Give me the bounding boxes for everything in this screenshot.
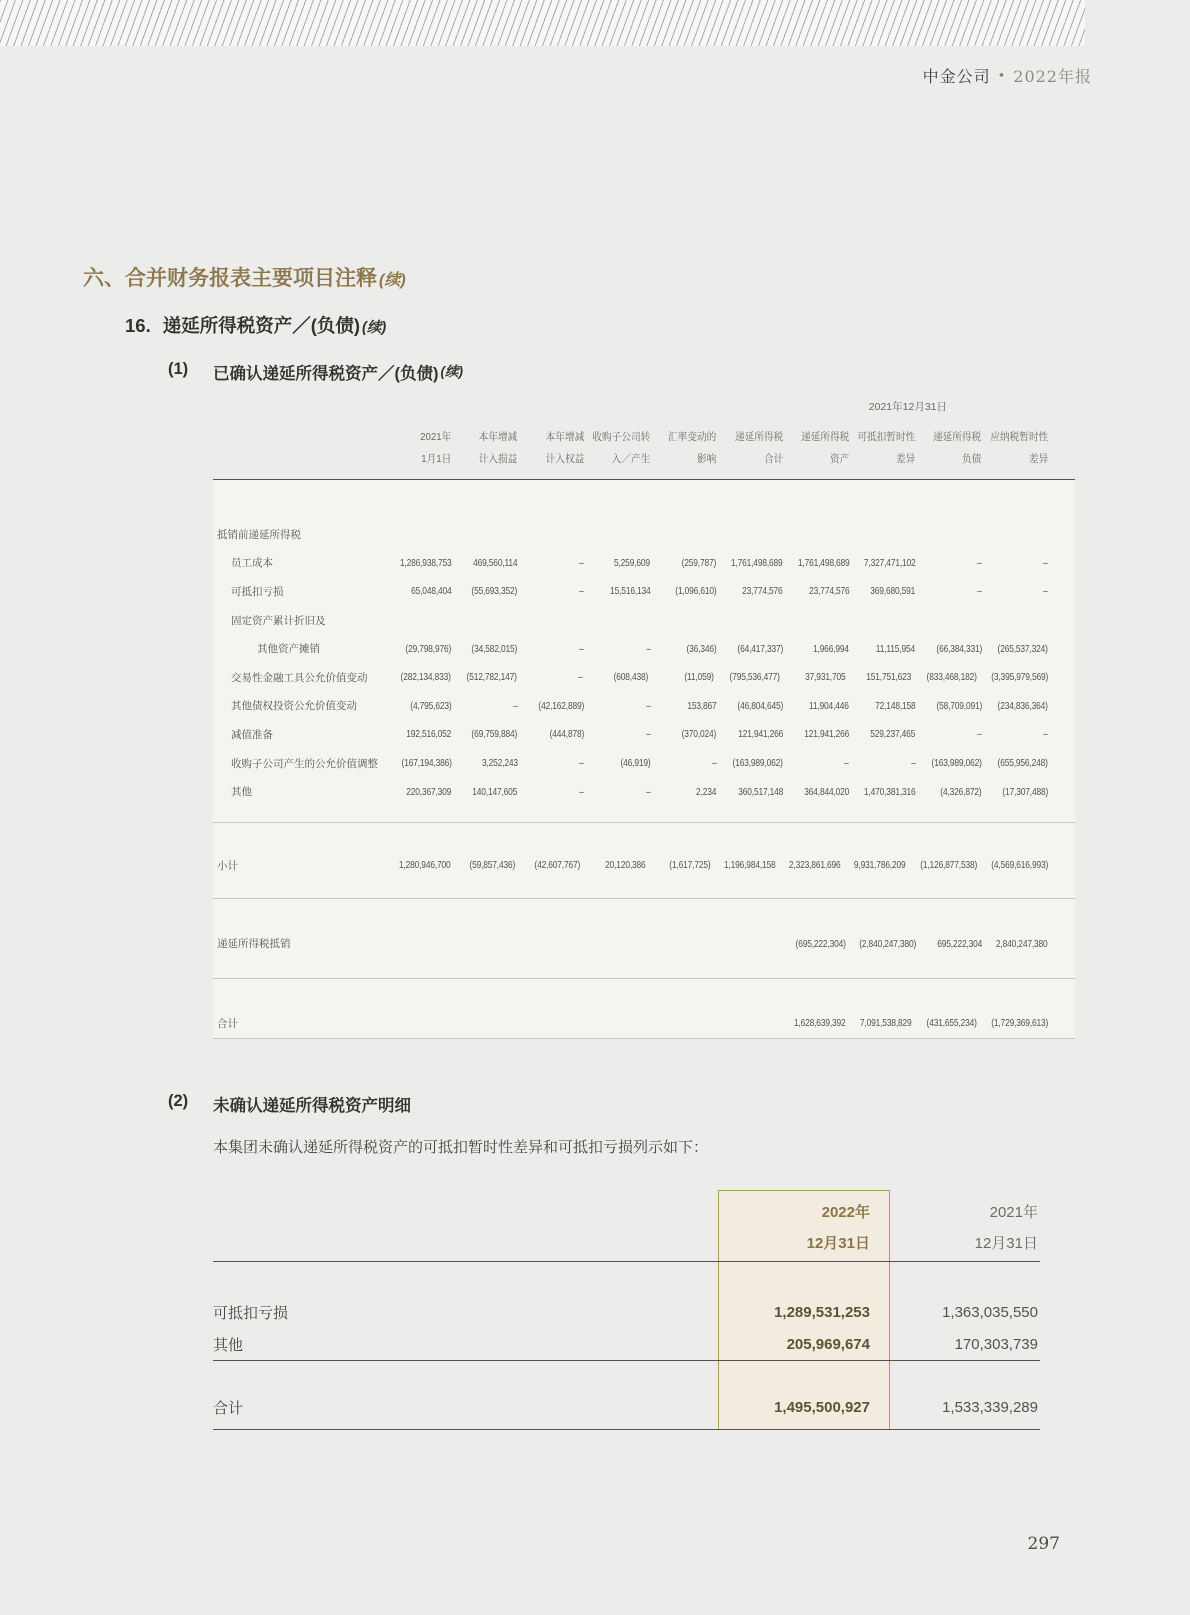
table1-cell-value: – — [577, 671, 583, 684]
table1-cell-value: (259,787) — [681, 556, 717, 569]
table1-label-column-spacer — [217, 426, 385, 470]
table1-cell-value: 1,196,984,158 — [723, 859, 776, 872]
table1-cell-value: 121,941,266 — [804, 728, 850, 741]
table1-cell-value: (59,857,436) — [469, 859, 516, 872]
table1-cell-value: – — [579, 585, 584, 598]
table1-cell-value: 1,966,994 — [813, 642, 850, 655]
item1-number: (1) — [168, 360, 189, 378]
table1-cell-value: (64,417,337) — [737, 642, 783, 655]
table1-row-label: 交易性金融工具公允价值变动 — [231, 671, 368, 684]
table1-cell-value: 192,516,052 — [406, 728, 452, 741]
table1-column-header: 应纳税暂时性 差异 — [990, 431, 1048, 465]
note16-title — [125, 312, 386, 338]
table1-cell-value: (46,919) — [620, 757, 651, 770]
table1-cell-value — [849, 614, 915, 626]
table1-body — [213, 480, 1075, 1039]
table1-cell-value: (11,059) — [684, 671, 714, 684]
table1-cell-value: 72,148,158 — [874, 699, 916, 712]
table1-cell-value: 369,680,591 — [870, 585, 916, 598]
table1-cell-value — [648, 1017, 714, 1029]
table2-header-spacer — [213, 1197, 718, 1261]
section-title-text: 六、合并财务报表主要项目注释 — [83, 267, 377, 290]
table1-detail-section — [213, 480, 1075, 822]
table1-cell-value: (431,655,234) — [926, 1017, 977, 1030]
table1-cell-value: 7,091,538,829 — [859, 1017, 912, 1030]
table1-cell-value: (608,438) — [613, 671, 649, 684]
table1-cell-value: (1,729,369,613) — [991, 1017, 1048, 1030]
table1-cell-value — [451, 938, 517, 950]
table1-cell-value: (55,693,352) — [471, 585, 518, 598]
item1-title-continued: (续) — [440, 364, 463, 379]
table1-cell-value — [517, 1017, 583, 1029]
table1-column-header: 递延所得税 合计 — [734, 431, 783, 465]
item2-number: (2) — [168, 1092, 189, 1110]
table1-cell-value: 220,367,309 — [406, 785, 452, 798]
table1-cell-value: – — [645, 728, 651, 741]
table1-row — [217, 520, 1048, 549]
table1-row-label: 可抵扣亏损 — [231, 585, 284, 598]
table1-cell-value: 364,844,020 — [804, 785, 850, 798]
table1-cell-value: – — [910, 757, 916, 770]
table1-cell-value: 1,470,381,316 — [863, 785, 916, 798]
table1-cell-value: – — [1043, 556, 1048, 569]
table1-cell-value: 2,234 — [696, 785, 717, 798]
table1-cell-value — [982, 614, 1048, 626]
table1-cell-value: 2,840,247,380 — [996, 937, 1048, 950]
table1-cell-value: (3,395,979,569) — [991, 671, 1048, 684]
table1-cell-value: 1,628,639,392 — [793, 1017, 846, 1030]
table1-row-label: 员工成本 — [231, 557, 273, 570]
table1-cell-value: (282,134,833) — [400, 671, 451, 684]
section-title — [83, 262, 406, 292]
table2-value-2022: 1,289,531,253 — [774, 1303, 870, 1321]
table1-cell-value: (163,989,062) — [931, 757, 982, 770]
table1-cell-value: – — [513, 699, 518, 712]
table1-row — [217, 777, 1048, 806]
table1-row — [217, 692, 1048, 721]
table1-column-header: 本年增减 计入损益 — [478, 431, 518, 465]
page-number: 297 — [1027, 1534, 1060, 1554]
table1-cell-value: (34,582,015) — [471, 642, 518, 655]
table2-row — [213, 1391, 1040, 1423]
table1-cell-value: (4,569,616,993) — [991, 859, 1048, 872]
table1-cell-value: 1,761,498,689 — [797, 556, 850, 569]
table1-cell-value: 11,115,954 — [876, 642, 916, 655]
table1-row-label: 其他 — [231, 786, 252, 799]
table1-cell-value: (655,956,248) — [997, 757, 1048, 770]
table1-column-header: 收购子公司转 入／产生 — [592, 431, 651, 465]
table1-cell-value: 3,252,243 — [481, 757, 518, 770]
table1-cell-value — [982, 528, 1048, 540]
table1-cell-value: 529,237,465 — [870, 728, 916, 741]
table2-header-2021-date: 12月31日 — [974, 1235, 1038, 1252]
table1-cell-value: 2,323,861,696 — [788, 859, 841, 872]
table1-cell-value: – — [977, 556, 982, 569]
table1-offset-section — [213, 898, 1075, 979]
table1-row-label: 抵销前递延所得税 — [217, 528, 301, 541]
table2-value-2021: 1,533,339,289 — [942, 1398, 1038, 1416]
table1-cell-value — [783, 614, 849, 626]
table1-cell-value: (17,307,488) — [1002, 785, 1048, 798]
item1-title — [168, 360, 463, 384]
table1-cell-value — [650, 528, 716, 540]
item2-title-text: 未确认递延所得税资产明细 — [213, 1097, 411, 1115]
table1-row — [217, 634, 1048, 663]
table1-row-label: 减值准备 — [231, 728, 273, 741]
table2-header-2022-year: 2022年 — [821, 1204, 870, 1221]
note16-title-text: 递延所得税资产／(负债) — [162, 315, 361, 336]
table1-cell-value — [385, 938, 451, 950]
table1-cell-value — [717, 614, 783, 626]
table1-cell-value: – — [579, 556, 584, 569]
table1-cell-value — [584, 528, 650, 540]
table1-total-section — [213, 978, 1075, 1038]
table1-cell-value: (265,537,324) — [997, 642, 1048, 655]
table1-cell-value: (2,840,247,380) — [859, 937, 917, 950]
table1-row — [217, 663, 1048, 692]
table2-body — [213, 1262, 1040, 1361]
table1-cell-value: 9,931,786,209 — [854, 859, 906, 872]
table1-row-label: 其他债权投资公允价值变动 — [231, 700, 357, 713]
table1-column-header: 汇率变动的 影响 — [668, 431, 717, 465]
table2-value-2021: 1,363,035,550 — [942, 1303, 1038, 1321]
table2-header-2022-date: 12月31日 — [806, 1235, 870, 1252]
table1-cell-value — [385, 1017, 451, 1029]
table1-cell-value — [783, 528, 849, 540]
unrecognized-deferred-tax-table — [213, 1185, 1040, 1430]
table1-cell-value: – — [645, 699, 651, 712]
report-edition: 2022年报 — [1013, 67, 1092, 86]
table1-cell-value — [650, 614, 716, 626]
table1-cell-value: 20,120,386 — [604, 859, 646, 872]
table2-row-label: 可抵扣亏损 — [213, 1304, 289, 1322]
note16-title-continued: (续) — [362, 320, 387, 336]
table1-cell-value: (42,162,889) — [538, 699, 584, 712]
table1-cell-value: – — [645, 642, 651, 655]
note16-number: 16. — [125, 315, 151, 336]
table1-cell-value: (795,536,477) — [729, 671, 780, 684]
table1-cell-value: 1,761,498,689 — [731, 556, 783, 569]
table1-cell-value: 1,286,938,753 — [399, 556, 452, 569]
table1-cell-value: (1,617,725) — [669, 859, 711, 872]
table1-row — [217, 1009, 1048, 1038]
table1-column-headers — [213, 418, 1075, 480]
table1-cell-value — [518, 528, 584, 540]
table1-row-label: 固定资产累计折旧及 — [231, 614, 326, 627]
table2-value-2021: 170,303,739 — [954, 1335, 1038, 1353]
table2-header-2021 — [890, 1197, 1040, 1261]
table1-cell-value: (69,759,884) — [471, 728, 518, 741]
table1-row-label: 收购子公司产生的公允价值调整 — [231, 757, 378, 770]
table1-cell-value: 65,048,404 — [410, 585, 452, 598]
table1-column-header: 递延所得税 资产 — [800, 431, 850, 465]
table1-row — [217, 749, 1048, 778]
table2-value-2022: 1,495,500,927 — [774, 1398, 870, 1416]
table1-cell-value: (833,468,182) — [926, 671, 977, 684]
table1-cell-value: 15,516,134 — [609, 585, 651, 598]
table1-cell-value: 151,751,623 — [866, 671, 912, 684]
table1-row-label: 其他资产摊销 — [257, 643, 320, 656]
table2-row-label: 其他 — [213, 1336, 244, 1354]
table1-cell-value: (1,096,610) — [675, 585, 717, 598]
table1-row-label: 递延所得税抵销 — [217, 938, 291, 951]
table1-cell-value: (66,384,331) — [935, 642, 982, 655]
table1-cell-value: 153,867 — [687, 699, 717, 712]
table1-row — [217, 577, 1048, 606]
table1-cell-value — [518, 614, 584, 626]
table1-cell-value: (444,878) — [549, 728, 584, 741]
table1-row-label: 合计 — [217, 1017, 238, 1030]
table1-cell-value: (163,989,062) — [732, 757, 783, 770]
table1-cell-value: – — [977, 728, 982, 741]
table1-cell-value — [714, 1017, 780, 1029]
decorative-hatch-band — [0, 0, 1085, 46]
table1-row — [217, 851, 1048, 880]
table1-cell-value: (1,126,877,538) — [919, 859, 977, 872]
table1-cell-value: 360,517,148 — [737, 785, 783, 798]
table1-cell-value: 23,774,576 — [808, 585, 850, 598]
table1-cell-value: – — [977, 585, 982, 598]
table1-cell-value: 1,280,946,700 — [398, 859, 451, 872]
table1-row — [217, 549, 1048, 578]
table1-cell-value: – — [645, 785, 651, 798]
header-separator-dot: • — [997, 69, 1007, 84]
table2-row — [213, 1296, 1040, 1328]
table1-cell-value — [517, 938, 583, 950]
table1-column-header: 本年增减 计入权益 — [545, 431, 584, 465]
table1-cell-value: (4,326,872) — [940, 785, 982, 798]
table1-column-header: 2021年 1月1日 — [420, 431, 452, 465]
table1-cell-value — [915, 614, 981, 626]
table1-cell-value — [451, 1017, 517, 1029]
table1-cell-value: 140,147,605 — [472, 785, 518, 798]
table1-row-label: 小计 — [217, 859, 238, 872]
table1-cell-value — [582, 938, 648, 950]
table1-cell-value — [915, 528, 981, 540]
item2-title — [168, 1092, 411, 1116]
recognized-deferred-tax-table — [213, 396, 1075, 1039]
table1-row — [217, 930, 1048, 959]
table1-cell-value — [385, 614, 451, 626]
table2-row — [213, 1328, 1040, 1360]
table2-row-label: 合计 — [213, 1399, 244, 1417]
table1-cell-value: (46,804,645) — [737, 699, 783, 712]
table1-cell-value: – — [579, 757, 584, 770]
table2-total-section — [213, 1361, 1040, 1430]
table1-cell-value: (167,194,386) — [401, 757, 452, 770]
table1-column-header: 可抵扣暂时性 差异 — [857, 431, 916, 465]
table1-cell-value: – — [1043, 728, 1048, 741]
table1-cell-value: 11,904,446 — [809, 699, 850, 712]
table1-cell-value: (36,346) — [686, 642, 717, 655]
table2-value-2022: 205,969,674 — [786, 1335, 870, 1353]
table1-column-header: 递延所得税 负债 — [933, 431, 982, 465]
table1-cell-value: (370,024) — [681, 728, 717, 741]
company-name: 中金公司 — [922, 67, 991, 86]
table1-cell-value — [451, 614, 517, 626]
table1-cell-value: – — [579, 785, 584, 798]
table1-cell-value: (695,222,304) — [795, 937, 846, 950]
table1-cell-value: (4,795,623) — [410, 699, 452, 712]
table1-cell-value: 37,931,705 — [804, 671, 846, 684]
table2-column-headers — [213, 1185, 1040, 1262]
table1-cell-value — [648, 938, 714, 950]
table1-cell-value — [714, 938, 780, 950]
table1-cell-value: 23,774,576 — [742, 585, 783, 598]
table1-cell-value: 121,941,266 — [737, 728, 783, 741]
document-header — [923, 64, 1092, 87]
table1-cell-value: – — [844, 757, 850, 770]
table1-cell-value: (29,798,976) — [405, 642, 452, 655]
table1-cell-value — [849, 528, 915, 540]
table1-cell-value: 5,259,609 — [614, 556, 651, 569]
table1-cell-value — [582, 1017, 648, 1029]
table1-subtotal-section — [213, 822, 1075, 898]
table1-cell-value: – — [1043, 585, 1048, 598]
table1-cell-value: – — [579, 642, 584, 655]
table1-cell-value: (42,607,767) — [534, 859, 581, 872]
table1-row — [217, 720, 1048, 749]
table1-cell-value: 695,222,304 — [937, 937, 983, 950]
table1-cell-value: 469,560,114 — [473, 556, 518, 569]
item2-description: 本集团未确认递延所得税资产的可抵扣暂时性差异和可抵扣亏损列示如下： — [213, 1139, 709, 1156]
item1-title-text: 已确认递延所得税资产／(负债) — [213, 365, 439, 383]
table1-cell-value — [717, 528, 783, 540]
table2-header-2021-year: 2021年 — [989, 1204, 1038, 1221]
table1-cell-value — [584, 614, 650, 626]
table1-row — [217, 606, 1048, 635]
table1-cell-value — [385, 528, 451, 540]
table1-cell-value — [451, 528, 517, 540]
section-title-continued: (续) — [379, 272, 406, 289]
table2-header-2022 — [718, 1197, 890, 1261]
table1-cell-value: (512,782,147) — [466, 671, 517, 684]
table1-cell-value: – — [711, 757, 717, 770]
table1-cell-value: (58,709,091) — [935, 699, 982, 712]
table1-group-header: 2021年12月31日 — [868, 401, 947, 413]
table1-cell-value: 7,327,471,102 — [863, 556, 916, 569]
table1-cell-value: (234,836,364) — [997, 699, 1048, 712]
